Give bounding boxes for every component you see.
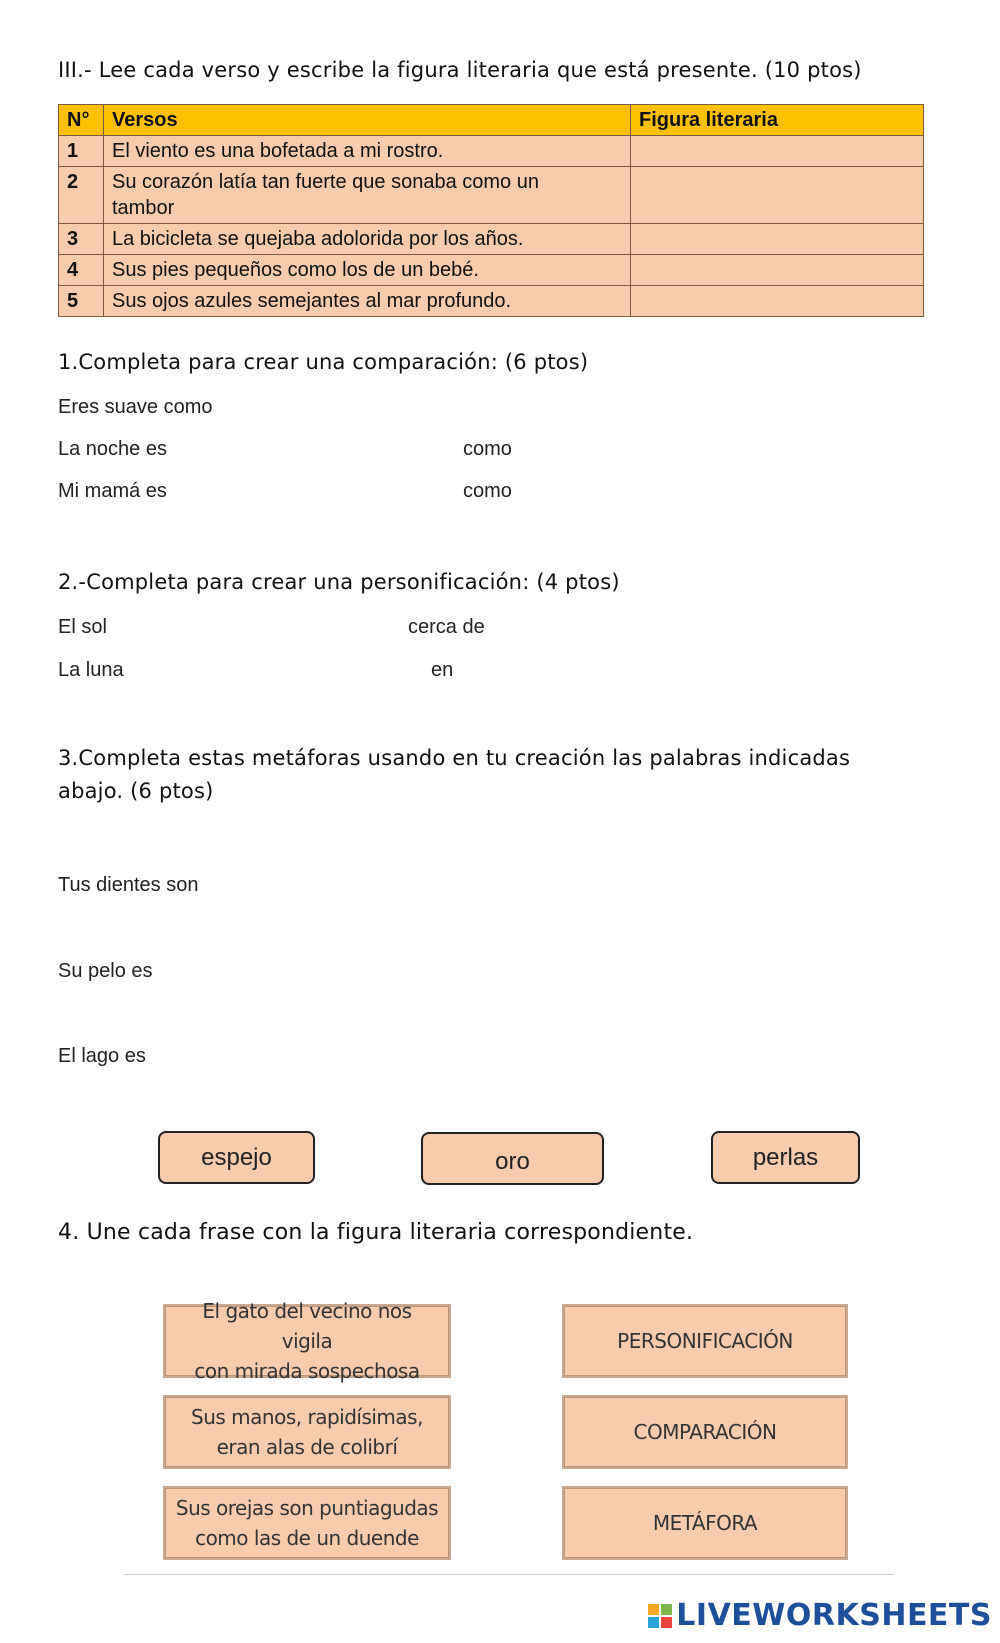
q2-line2-start: La luna bbox=[58, 659, 124, 681]
row-verse: La bicicleta se quejaba adolorida por los años. bbox=[104, 224, 631, 255]
q3-title-line1: 3.Completa estas metáforas usando en tu creación las palabras indicadas bbox=[58, 746, 851, 770]
row-verse: Sus pies pequeños como los de un bebé. bbox=[104, 255, 631, 286]
q3-line1: Tus dientes son bbox=[58, 874, 199, 896]
logo-grid-icon bbox=[648, 1604, 672, 1628]
q4-title: 4. Une cada frase con la figura literaria correspondiente. bbox=[58, 1220, 694, 1245]
logo-text: LIVEWORKSHEETS bbox=[676, 1598, 992, 1633]
q1-line1: Eres suave como bbox=[58, 396, 213, 418]
table-row bbox=[59, 224, 924, 255]
row-number: 5 bbox=[59, 286, 104, 317]
q1-line3-mid: como bbox=[463, 480, 512, 502]
row-verse: Su corazón latía tan fuerte que sonaba como un tambor bbox=[104, 167, 631, 224]
q2-title: 2.-Completa para crear una personificación: (4 ptos) bbox=[58, 570, 620, 594]
header-figure: Figura literaria bbox=[631, 105, 924, 136]
phrase-box-2[interactable]: Sus manos, rapidísimas, eran alas de colibrí bbox=[163, 1395, 451, 1469]
figure-answer-field[interactable] bbox=[631, 255, 924, 286]
q1-title: 1.Completa para crear una comparación: (6 ptos) bbox=[58, 350, 589, 374]
table-row bbox=[59, 255, 924, 286]
word-box-oro[interactable]: oro bbox=[421, 1132, 604, 1185]
logo-square-icon bbox=[661, 1617, 672, 1628]
row-number: 2 bbox=[59, 167, 104, 224]
figure-answer-field[interactable] bbox=[631, 224, 924, 255]
logo-square-icon bbox=[661, 1604, 672, 1615]
verses-table bbox=[58, 104, 924, 317]
row-number: 4 bbox=[59, 255, 104, 286]
figure-box-metafora[interactable]: METÁFORA bbox=[562, 1486, 848, 1560]
figure-box-comparacion[interactable]: COMPARACIÓN bbox=[562, 1395, 848, 1469]
logo-square-icon bbox=[648, 1617, 659, 1628]
q2-line1-start: El sol bbox=[58, 616, 107, 638]
figure-answer-field[interactable] bbox=[631, 136, 924, 167]
q2-line1-mid: cerca de bbox=[408, 616, 485, 638]
q3-title-line2: abajo. (6 ptos) bbox=[58, 779, 214, 803]
figure-box-personificacion[interactable]: PERSONIFICACIÓN bbox=[562, 1304, 848, 1378]
q1-line2-mid: como bbox=[463, 438, 512, 460]
word-box-espejo[interactable]: espejo bbox=[158, 1131, 315, 1184]
q2-line2-mid: en bbox=[431, 659, 454, 681]
footer-divider bbox=[124, 1574, 894, 1575]
header-number: N° bbox=[59, 105, 104, 136]
header-verses: Versos bbox=[104, 105, 631, 136]
table-row bbox=[59, 286, 924, 317]
row-verse: Sus ojos azules semejantes al mar profundo. bbox=[104, 286, 631, 317]
row-number: 3 bbox=[59, 224, 104, 255]
section-title: III.- Lee cada verso y escribe la figura literaria que está presente. (10 ptos) bbox=[58, 58, 862, 82]
row-number: 1 bbox=[59, 136, 104, 167]
table-row bbox=[59, 167, 924, 224]
phrase-box-3[interactable]: Sus orejas son puntiagudas como las de un duende bbox=[163, 1486, 451, 1560]
logo-square-icon bbox=[648, 1604, 659, 1615]
q3-line2: Su pelo es bbox=[58, 960, 153, 982]
q1-line2-start: La noche es bbox=[58, 438, 167, 460]
liveworksheets-logo bbox=[648, 1598, 992, 1633]
word-box-perlas[interactable]: perlas bbox=[711, 1131, 860, 1184]
row-verse: El viento es una bofetada a mi rostro. bbox=[104, 136, 631, 167]
q3-line3: El lago es bbox=[58, 1045, 146, 1067]
figure-answer-field[interactable] bbox=[631, 286, 924, 317]
q1-line3-start: Mi mamá es bbox=[58, 480, 167, 502]
figure-answer-field[interactable] bbox=[631, 167, 924, 224]
phrase-box-1[interactable]: El gato del vecino nos vigila con mirada sospechosa bbox=[163, 1304, 451, 1378]
table-row bbox=[59, 136, 924, 167]
